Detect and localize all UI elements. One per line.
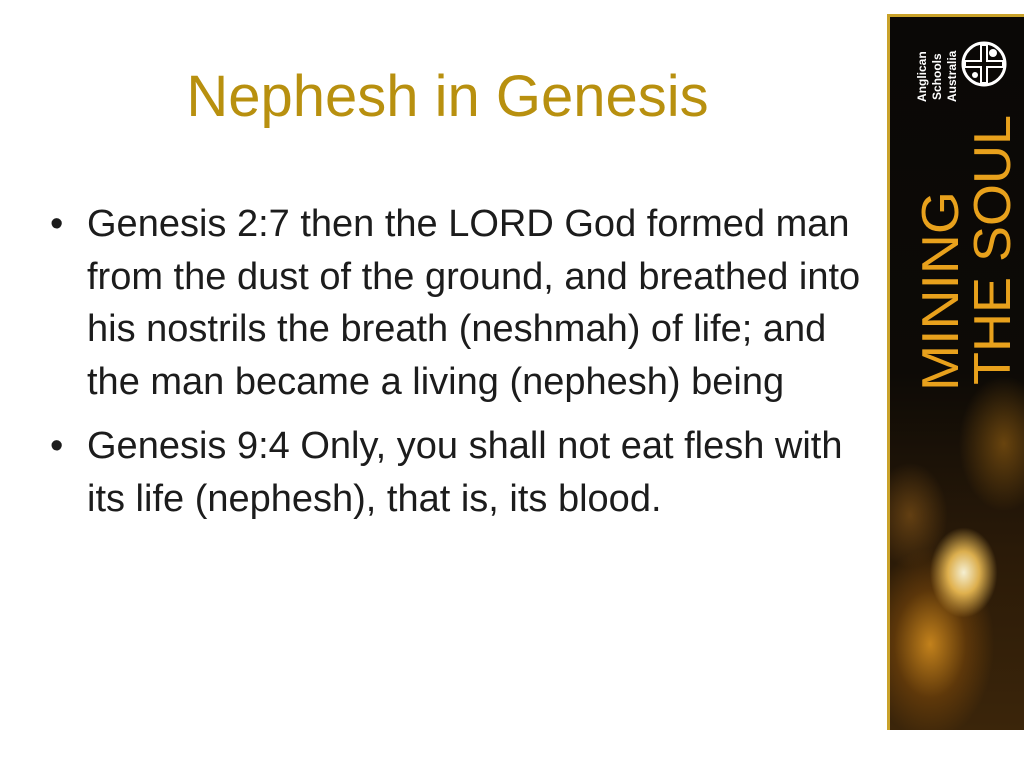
banner-title-line-2: THE SOUL [964, 124, 1020, 385]
org-line-2: Schools [930, 53, 944, 100]
bullet-list [44, 198, 864, 537]
banner-title-line-1: MINING [912, 203, 970, 391]
list-item [44, 420, 864, 525]
banner-border [890, 14, 1024, 17]
list-item [44, 198, 864, 408]
anglican-cross-crest-icon [960, 38, 1008, 90]
bullet-text: Genesis 9:4 Only, you shall not eat flesh with its life (nephesh), that is, its blood. [87, 425, 843, 520]
org-line-3: Australia [945, 50, 959, 102]
slide-title: Nephesh in Genesis [186, 64, 709, 129]
bullet-dot-icon: • [50, 425, 64, 467]
mining-the-soul-banner [887, 14, 1024, 730]
org-line-1: Anglican [915, 51, 929, 102]
banner-title [910, 109, 1020, 399]
bullet-dot-icon: • [50, 203, 64, 245]
bullet-text: Genesis 2:7 then the LORD God formed man from the dust of the ground, and breathed into his nostrils the breath (neshmah) of life; and the man became a living (nephesh) being [87, 203, 861, 403]
